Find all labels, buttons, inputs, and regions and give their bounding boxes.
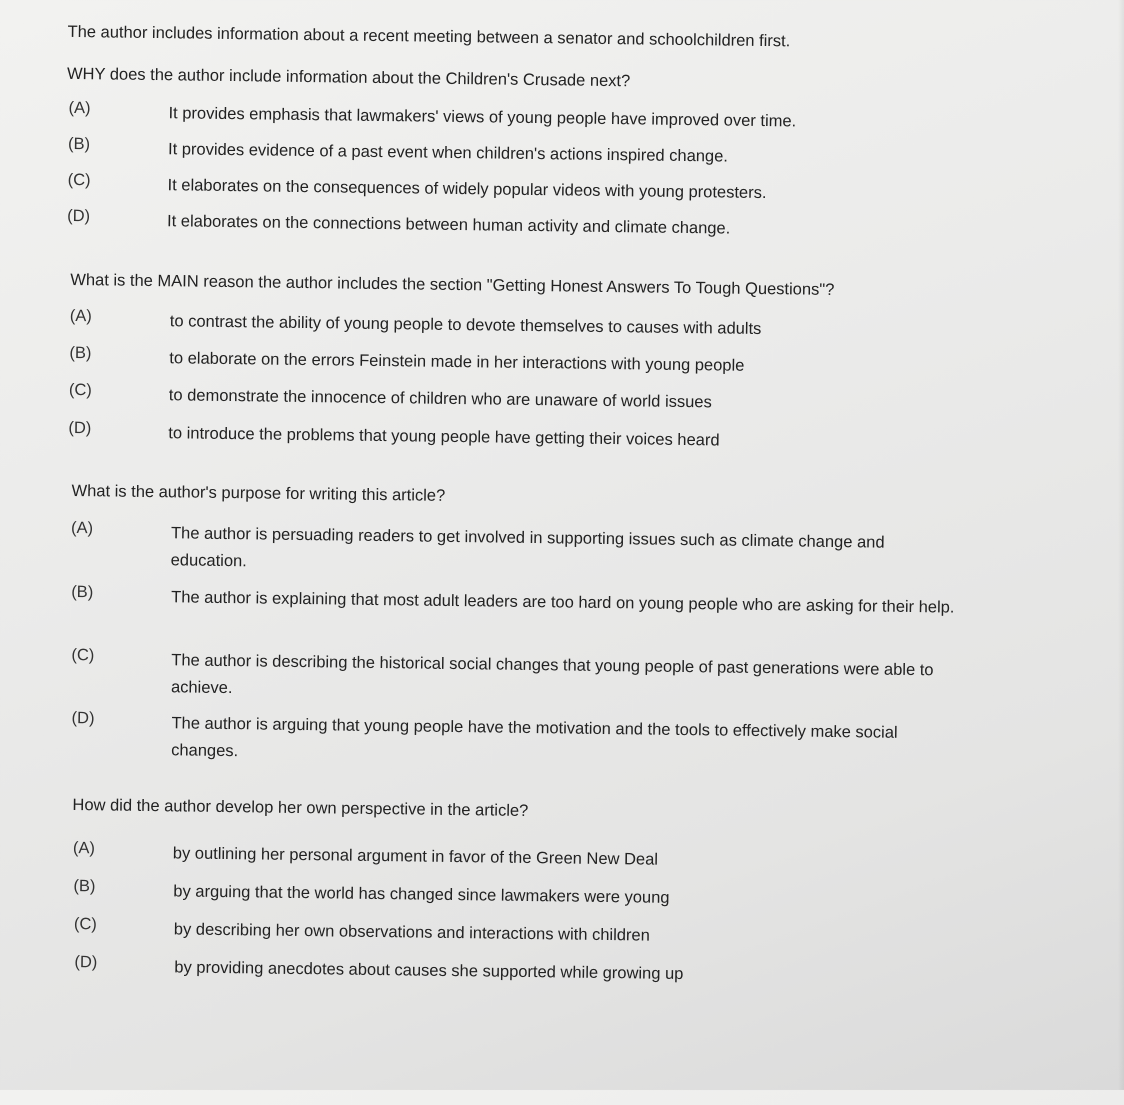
option-letter: (D) [74,953,98,972]
question-3-prompt: What is the author's purpose for writing this article? [71,481,446,505]
option-text: by arguing that the world has changed since lawmakers were young [173,882,670,907]
option-text: It elaborates on the consequences of widely popular videos with young protesters. [167,176,767,203]
option-text: by describing her own observations and interactions with children [173,920,650,945]
question-2-option-c[interactable] [68,380,969,412]
question-2-prompt: What is the MAIN reason the author includes the section "Getting Honest Answers To Tough Questions"? [70,270,835,299]
option-letter: (B) [73,877,96,896]
option-text: by providing anecdotes about causes she supported while growing up [174,958,684,984]
question-4-option-d[interactable] [74,953,975,984]
question-2-option-b[interactable] [69,343,970,375]
option-text: The author is arguing that young people have the motivation and the tools to effectively make social changes. [171,714,898,761]
option-letter: (D) [67,206,91,226]
option-text: It provides emphasis that lawmakers' views of young people have improved over time. [168,104,797,131]
option-letter: (A) [69,306,92,326]
option-letter: (A) [70,518,94,538]
option-letter: (C) [68,380,92,400]
option-letter: (B) [69,343,92,363]
option-text: to contrast the ability of young people to devote themselves to causes with adults [169,312,762,338]
option-letter: (C) [67,170,91,190]
question-2-option-a[interactable] [69,306,970,338]
question-1-option-a[interactable] [68,98,969,131]
option-letter: (D) [68,418,92,438]
question-1-option-b[interactable] [68,134,968,166]
option-text: It elaborates on the connections between human activity and climate change. [167,212,731,238]
option-letter: (A) [72,839,96,858]
option-text: The author is persuading readers to get involved in supporting issues such as climate change and education. [170,524,885,571]
question-4-prompt: How did the author develop her own perspective in the article? [72,796,529,820]
option-text: by outlining her personal argument in favor of the Green New Deal [172,844,659,869]
question-3-option-a[interactable] [70,518,971,571]
question-3-option-b[interactable] [71,582,971,617]
option-letter: (A) [68,98,91,118]
question-2-option-d[interactable] [68,418,969,450]
option-text: It provides evidence of a past event when children's actions inspired change. [167,140,729,166]
option-letter: (B) [71,582,94,602]
question-1-option-c[interactable] [67,170,968,203]
option-text: to demonstrate the innocence of children who are unaware of world issues [168,386,712,412]
question-1-prompt: WHY does the author include information about the Children's Crusade next? [66,64,631,91]
question-4-option-a[interactable] [72,839,973,869]
option-text: The author is explaining that most adult leaders are too hard on young people who are asking for their help. [171,588,955,617]
option-letter: (B) [68,134,91,154]
option-text: The author is describing the historical social changes that young people of past generations were able to achieve. [170,651,934,698]
question-3-option-d[interactable] [71,708,972,761]
intro-statement: The author includes information about a recent meeting between a senator and schoolchildren first. [67,22,791,51]
option-letter: (D) [71,708,95,728]
option-text: to introduce the problems that young people have getting their voices heard [168,424,720,450]
option-letter: (C) [71,645,95,665]
question-4-option-b[interactable] [73,877,974,907]
option-letter: (C) [73,915,97,934]
question-1-option-d[interactable] [67,206,967,238]
question-4-option-c[interactable] [73,915,974,945]
question-3-option-c[interactable] [71,645,972,698]
option-text: to elaborate on the errors Feinstein made in her interactions with young people [169,349,745,375]
page-edge-shadow [1118,0,1124,1090]
